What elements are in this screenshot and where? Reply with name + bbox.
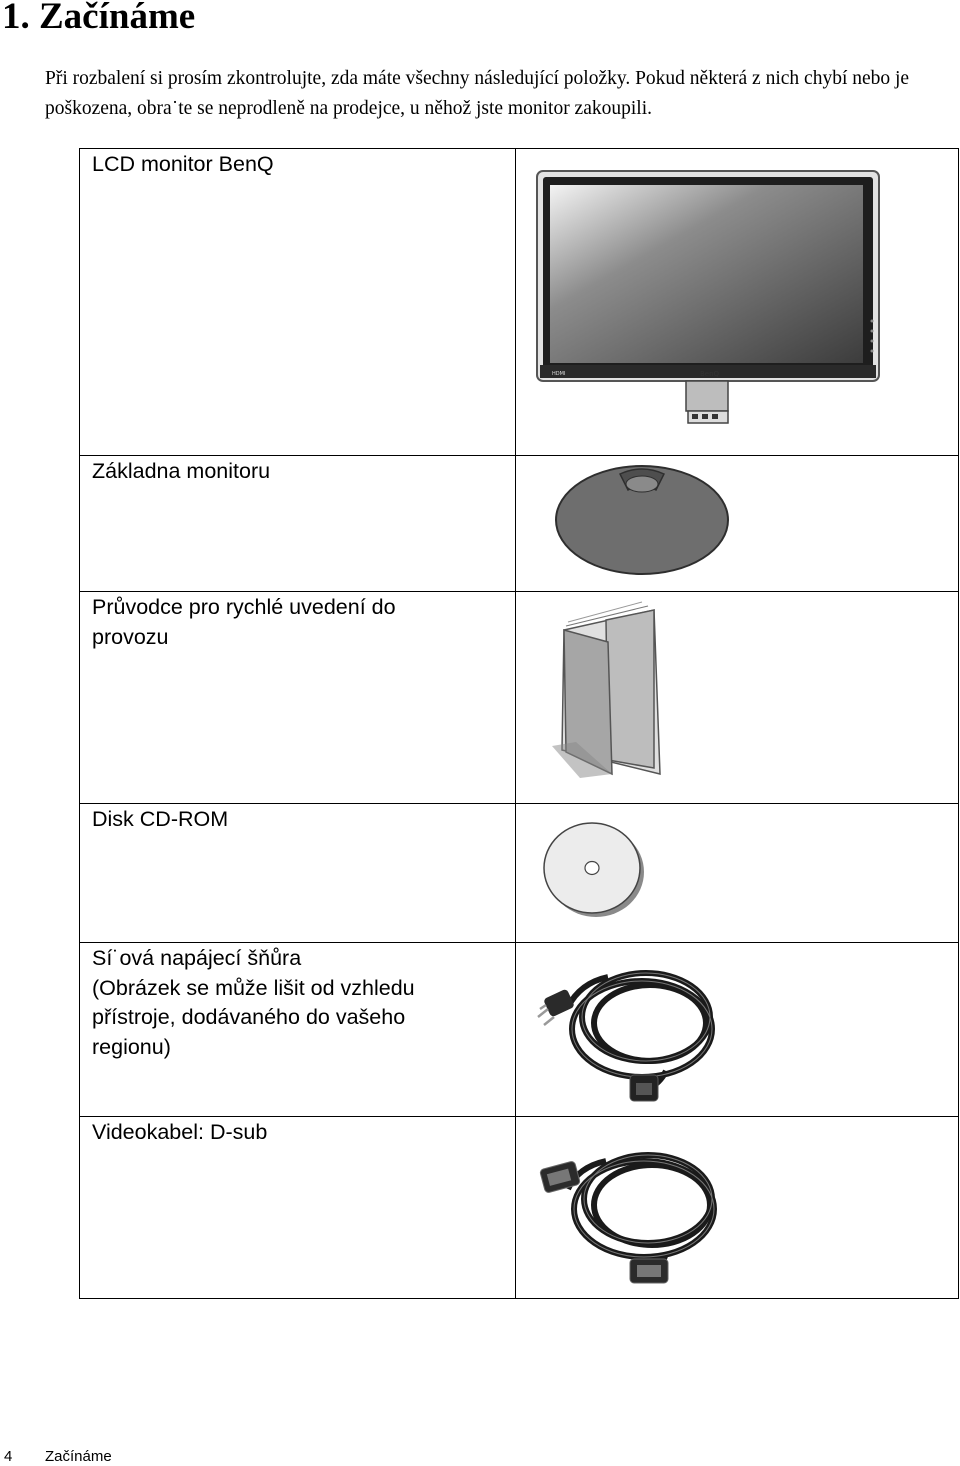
item-image-cell	[516, 592, 959, 804]
item-label	[80, 805, 515, 835]
table-row	[80, 149, 959, 456]
monitor-base-icon	[516, 456, 959, 590]
item-label-line: přístroje, dodávaného do vašeho	[92, 1005, 406, 1029]
d-sub-cable-icon	[516, 1117, 959, 1297]
quick-start-guide-icon	[516, 592, 959, 802]
item-label-line: Videokabel: D-sub	[92, 1120, 268, 1144]
item-label-line: Disk CD-ROM	[92, 807, 229, 831]
item-label	[80, 150, 515, 180]
package-contents-table	[79, 148, 959, 1299]
item-label	[80, 593, 515, 652]
page-title: 1. Začínáme	[2, 0, 196, 37]
page-number: 4	[4, 1448, 13, 1465]
item-label-line: Základna monitoru	[92, 459, 271, 483]
item-label	[80, 944, 515, 1062]
item-label	[80, 457, 515, 487]
item-label-cell	[80, 943, 516, 1117]
item-label-cell	[80, 804, 516, 943]
item-image-cell	[516, 1117, 959, 1299]
footer-section-title: Začínáme	[45, 1448, 112, 1465]
hdmi-logo: HDMI	[552, 371, 566, 377]
item-label-line: Průvodce pro rychlé uvedení do	[92, 595, 396, 619]
item-image-cell	[516, 149, 959, 456]
item-label-line: regionu)	[92, 1034, 171, 1059]
item-label-cell	[80, 456, 516, 592]
table-row	[80, 804, 959, 943]
item-label-cell	[80, 149, 516, 456]
item-label-line: Sí˙ová napájecí šňůra	[92, 946, 302, 970]
item-label	[80, 1118, 515, 1148]
item-label-line: provozu	[92, 624, 169, 649]
item-image-cell	[516, 456, 959, 592]
lcd-monitor-icon	[516, 149, 959, 454]
power-cord-icon	[516, 943, 959, 1115]
table-row	[80, 943, 959, 1117]
intro-paragraph: Při rozbalení si prosím zkontrolujte, zda máte všechny následující položky. Pokud některá z nich chybí nebo je poškozena, obra˙te se neprodleně na prodejce, u něhož jste monitor zakoupili.	[45, 68, 910, 119]
item-label-cell	[80, 1117, 516, 1299]
item-label-line: LCD monitor BenQ	[92, 152, 274, 176]
table-row	[80, 456, 959, 592]
item-label-line: (Obrázek se může lišit od vzhledu	[92, 975, 415, 1000]
item-label-cell	[80, 592, 516, 804]
item-image-cell	[516, 943, 959, 1117]
table-row	[80, 1117, 959, 1299]
monitor-brand-logo: BenQ	[700, 370, 720, 378]
cd-rom-disc-icon	[516, 804, 959, 941]
table-row	[80, 592, 959, 804]
item-image-cell	[516, 804, 959, 943]
